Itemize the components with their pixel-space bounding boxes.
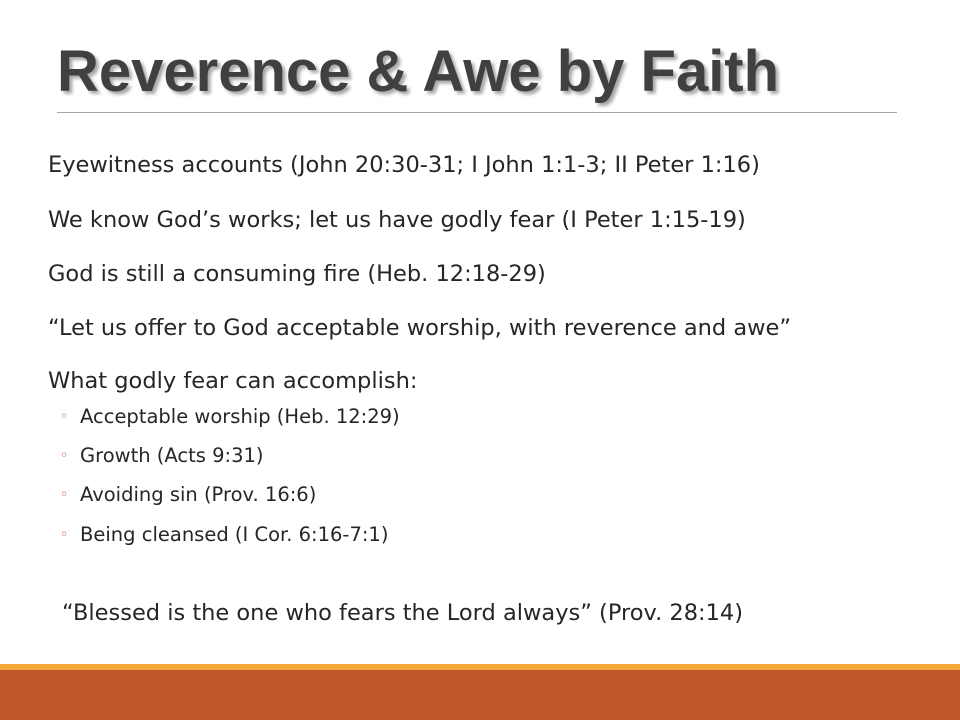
sub-bullet-text: Growth (Acts 9:31) <box>80 444 264 467</box>
bullet-consuming-fire: God is still a consuming fire (Heb. 12:18-29) <box>48 261 546 287</box>
footer-bar <box>0 670 960 720</box>
bullet-gods-works: We know God’s works; let us have godly fear (I Peter 1:15-19) <box>48 207 746 233</box>
sub-bullet-acceptable-worship <box>60 404 400 430</box>
bullet-acceptable-worship-quote: “Let us offer to God acceptable worship, with reverence and awe” <box>48 315 792 341</box>
sub-bullet-marker-icon: ◦ <box>60 448 69 464</box>
sub-bullet-text: Acceptable worship (Heb. 12:29) <box>80 405 400 428</box>
sub-bullet-growth <box>60 443 264 469</box>
sub-bullet-marker-icon: ◦ <box>60 487 69 503</box>
bullet-eyewitness: Eyewitness accounts (John 20:30-31; I John 1:1-3; II Peter 1:16) <box>48 152 760 178</box>
sub-bullet-being-cleansed <box>60 522 388 548</box>
sub-bullet-text: Being cleansed (I Cor. 6:16-7:1) <box>80 523 389 546</box>
sub-bullet-marker-icon: ◦ <box>60 409 69 425</box>
sub-bullet-marker-icon: ◦ <box>60 527 69 543</box>
title-divider <box>57 112 897 113</box>
closing-quote: “Blessed is the one who fears the Lord always” (Prov. 28:14) <box>62 600 744 626</box>
slide-title: Reverence & Awe by Faith <box>57 39 780 104</box>
sub-bullet-text: Avoiding sin (Prov. 16:6) <box>80 483 317 506</box>
sub-bullet-avoiding-sin <box>60 482 316 508</box>
bullet-godly-fear-accomplish: What godly fear can accomplish: <box>48 368 418 394</box>
